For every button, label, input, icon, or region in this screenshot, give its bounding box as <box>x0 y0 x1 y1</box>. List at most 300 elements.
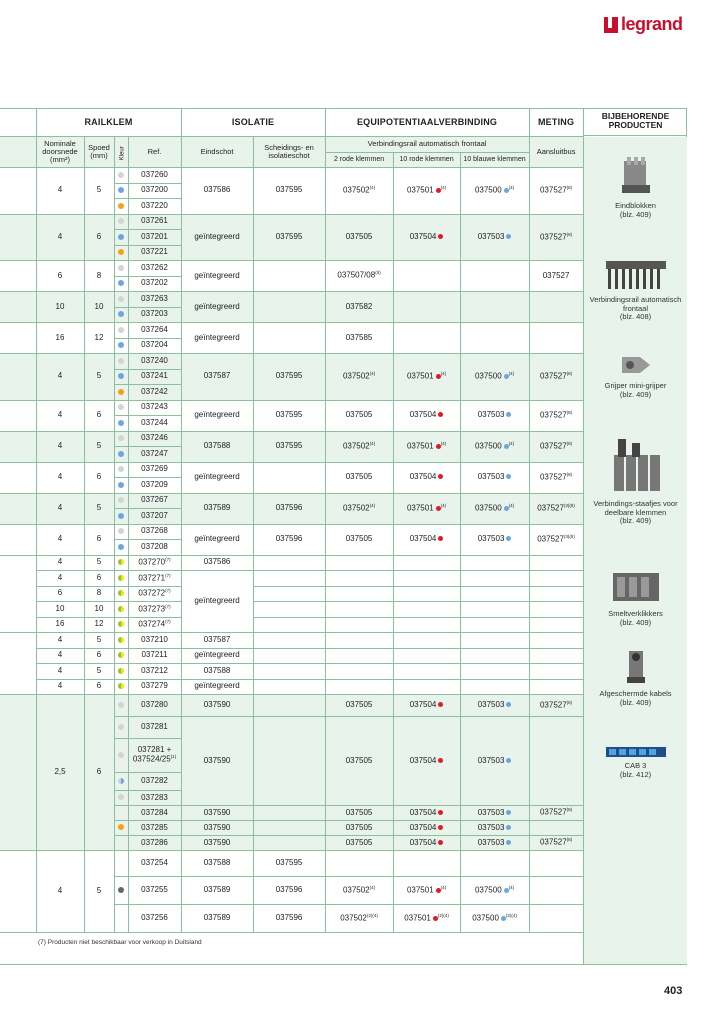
cell-text: 037504 <box>409 472 437 482</box>
ref-cell <box>128 261 181 277</box>
blue-color-dot-icon <box>118 451 124 457</box>
rode10-cell <box>393 836 460 851</box>
grey-color-dot-icon <box>118 528 124 534</box>
blauwe10-cell <box>460 168 529 215</box>
table-row <box>0 168 583 184</box>
related-product[interactable] <box>584 647 687 707</box>
cell-text: 037505 <box>345 472 373 482</box>
scheidings-cell <box>253 633 325 649</box>
ref-cell <box>128 199 181 215</box>
color-cell <box>114 307 128 323</box>
cell-text: 037220 <box>141 200 168 210</box>
aansluitbus-cell <box>529 431 583 462</box>
related-products-header: BIJBEHORENDE PRODUCTEN <box>584 108 687 136</box>
grey-color-dot-icon <box>118 265 124 271</box>
rode10-cell <box>393 524 460 555</box>
table-row <box>0 664 583 680</box>
table-row <box>0 214 583 230</box>
rode2-cell <box>325 555 393 571</box>
cell-text: 037527 <box>539 472 567 482</box>
scheidings-cell <box>253 493 325 524</box>
grey-color-dot-icon <box>118 466 124 472</box>
color-cell <box>114 851 128 877</box>
cell-text: geïntegreerd <box>194 596 240 606</box>
blue-clamp-dot-icon <box>506 474 511 479</box>
footnote-ref: (4) <box>369 371 376 377</box>
blauwe10-cell <box>460 354 529 401</box>
rode10-cell <box>393 586 460 602</box>
scheidings-cell <box>253 877 325 905</box>
rode10-cell <box>393 400 460 431</box>
color-cell <box>114 385 128 401</box>
grey-color-dot-icon <box>118 794 124 800</box>
cell-text: 16 <box>55 619 65 629</box>
footnote-ref: (8) <box>566 371 573 377</box>
eindschot-cell <box>181 633 253 649</box>
blue-clamp-dot-icon <box>506 825 511 830</box>
red-clamp-dot-icon <box>438 840 443 845</box>
color-cell <box>114 739 128 773</box>
scheidings-cell <box>253 462 325 493</box>
red-clamp-dot-icon <box>438 810 443 815</box>
related-product-label: Afgeschermde kabels <box>599 689 672 698</box>
cell-text: 037596 <box>275 913 303 923</box>
blauwe10-cell <box>460 648 529 664</box>
lead-cell <box>0 292 36 323</box>
color-cell <box>114 447 128 463</box>
related-product[interactable] <box>584 257 687 322</box>
eindschot-cell <box>181 400 253 431</box>
cell-text: 5 <box>96 886 102 896</box>
cell-text: 037500 <box>474 185 502 195</box>
related-product-label: Verbindings-staafjes voor deelbare klemmen <box>593 499 678 517</box>
cell-text: 037588 <box>203 665 231 675</box>
blue-clamp-dot-icon <box>506 702 511 707</box>
cell-text: 037527 <box>539 371 567 381</box>
blue-clamp-dot-icon <box>506 840 511 845</box>
cell-text: 037595 <box>275 858 303 868</box>
col-ref: Ref. <box>128 137 181 168</box>
blauwe10-cell <box>460 400 529 431</box>
cell-text: 037285 <box>141 822 168 832</box>
nominal-cell <box>36 400 84 431</box>
cell-text: 037500 <box>472 913 499 923</box>
footnote-ref: (7) <box>165 557 171 563</box>
footnote-ref: (8) <box>566 185 573 191</box>
cell-text: 037503 <box>477 534 505 544</box>
cell-text: 037505 <box>345 837 373 847</box>
cell-text: geïntegreerd <box>194 332 240 342</box>
rode2-cell <box>325 836 393 851</box>
rode10-cell <box>393 493 460 524</box>
cell-text: 037202 <box>141 278 168 288</box>
cell-text: 037260 <box>141 169 168 179</box>
ref-cell <box>128 416 181 432</box>
col-aansluitbus: Aansluitbus <box>529 137 583 168</box>
col-10-blauwe: 10 blauwe klemmen <box>460 152 529 168</box>
pitch-cell <box>84 851 114 933</box>
aansluitbus-cell <box>529 679 583 695</box>
cell-text: 037242 <box>141 386 168 396</box>
cell-text: 037527 <box>539 700 567 710</box>
cell-text: 4 <box>57 572 63 582</box>
cell-text: 037502 <box>340 913 367 923</box>
col-kleur <box>114 137 128 168</box>
ref-cell <box>128 679 181 695</box>
grey-color-dot-icon <box>118 435 124 441</box>
cell-text: 037274 <box>138 619 166 629</box>
color-cell <box>114 261 128 277</box>
blauwe10-cell <box>460 633 529 649</box>
rode10-cell <box>393 555 460 571</box>
ref-cell <box>128 555 181 571</box>
footnote-ref: (4) <box>508 884 515 890</box>
scheidings-cell <box>253 323 325 354</box>
related-product[interactable] <box>584 567 687 627</box>
cell-text: 037212 <box>141 665 168 675</box>
footnote-ref: (4) <box>440 185 447 191</box>
eindschot-cell <box>181 664 253 680</box>
color-cell <box>114 617 128 633</box>
cell-text: 6 <box>96 534 102 544</box>
cell-text: 12 <box>94 619 104 629</box>
blauwe10-cell <box>460 717 529 806</box>
pitch-cell <box>84 214 114 261</box>
color-cell <box>114 602 128 618</box>
red-clamp-dot-icon <box>438 825 443 830</box>
cell-text: 037527 <box>539 441 567 451</box>
ref-cell <box>128 571 181 587</box>
cell-text: 6 <box>57 270 63 280</box>
pitch-cell <box>84 679 114 695</box>
color-cell <box>114 431 128 447</box>
scheidings-cell <box>253 555 325 571</box>
col-verbindingsrail: Verbindingsrail automatisch frontaal <box>325 137 529 153</box>
scheidings-cell <box>253 214 325 261</box>
related-product-page: (blz. 409) <box>619 209 652 219</box>
ref-cell <box>128 447 181 463</box>
ref-cell <box>128 717 181 739</box>
rode2-cell <box>325 806 393 821</box>
table-row <box>0 292 583 308</box>
aansluitbus-cell <box>529 168 583 215</box>
blauwe10-cell <box>460 851 529 877</box>
table-body <box>0 168 583 933</box>
cell-text: 037503 <box>477 700 505 710</box>
footnote-ref: (2)(4) <box>505 912 517 918</box>
rode10-cell <box>393 261 460 292</box>
eindschot-cell <box>181 354 253 401</box>
cell-text: 037590 <box>203 755 231 765</box>
col-scheidings: Scheidings- en isolatieschot <box>253 137 325 168</box>
cell-text: 4 <box>57 371 63 381</box>
nominal-cell <box>36 695 84 851</box>
blauwe10-cell <box>460 431 529 462</box>
ref-cell <box>128 773 181 791</box>
cell-text: 037505 <box>345 534 373 544</box>
cell-text: 037595 <box>275 371 303 381</box>
nominal-cell <box>36 214 84 261</box>
eindschot-cell <box>181 851 253 877</box>
header-isolatie: ISOLATIE <box>181 109 325 137</box>
cell-text: 037201 <box>141 231 168 241</box>
related-product[interactable] <box>584 351 687 399</box>
color-cell <box>114 323 128 339</box>
table-row <box>0 555 583 571</box>
footnote-ref: (8) <box>566 699 573 705</box>
scheidings-cell <box>253 354 325 401</box>
blue-color-dot-icon <box>118 544 124 550</box>
shielded-cable-icon <box>619 647 653 687</box>
blauwe10-cell <box>460 877 529 905</box>
pitch-cell <box>84 664 114 680</box>
cell-text: 037503 <box>477 472 505 482</box>
cell-text: 037502 <box>342 885 370 895</box>
nominal-cell <box>36 323 84 354</box>
color-cell <box>114 462 128 478</box>
lead-cell <box>0 323 36 354</box>
blauwe10-cell <box>460 261 529 292</box>
scheidings-cell <box>253 400 325 431</box>
rode10-cell <box>393 664 460 680</box>
blue-color-dot-icon <box>118 482 124 488</box>
grey-color-dot-icon <box>118 702 124 708</box>
footnote-ref: (8) <box>566 837 573 843</box>
cell-text: 037587 <box>203 634 231 644</box>
table-row <box>0 679 583 695</box>
related-product[interactable] <box>584 745 687 779</box>
lead-cell <box>0 109 36 137</box>
rode2-cell <box>325 524 393 555</box>
color-cell <box>114 633 128 649</box>
cell-text: 037211 <box>141 650 168 660</box>
cab3-icon <box>604 745 668 759</box>
rode10-cell <box>393 292 460 323</box>
cell-text: 4 <box>57 534 63 544</box>
rode2-cell <box>325 400 393 431</box>
ref-cell <box>128 851 181 877</box>
footnote-ref: (7) <box>165 603 171 609</box>
aansluitbus-cell <box>529 821 583 836</box>
aansluitbus-cell <box>529 836 583 851</box>
blauwe10-cell <box>460 214 529 261</box>
pitch-cell <box>84 292 114 323</box>
color-cell <box>114 338 128 354</box>
cell-text: 5 <box>96 634 102 644</box>
footnote-ref: (8) <box>566 440 573 446</box>
rode10-cell <box>393 877 460 905</box>
cell-text: 037502 <box>342 503 370 513</box>
related-product[interactable] <box>584 433 687 526</box>
rode2-cell <box>325 877 393 905</box>
cell-text: 037501 <box>406 185 434 195</box>
scheidings-cell <box>253 648 325 664</box>
color-cell <box>114 540 128 556</box>
cell-text: 6 <box>96 767 102 777</box>
cell-text: 037590 <box>203 807 231 817</box>
aansluitbus-cell <box>529 462 583 493</box>
aansluitbus-cell <box>529 555 583 571</box>
nominal-cell <box>36 648 84 664</box>
aansluitbus-cell <box>529 323 583 354</box>
eindschot-cell <box>181 323 253 354</box>
eindschot-cell <box>181 806 253 821</box>
blue-color-dot-icon <box>118 342 124 348</box>
cell-text: 037208 <box>141 541 168 551</box>
cell-text: 6 <box>96 650 102 660</box>
footnote-ref: (4) <box>440 502 447 508</box>
rode10-cell <box>393 168 460 215</box>
cell-text: 6 <box>96 681 102 691</box>
red-clamp-dot-icon <box>438 412 443 417</box>
red-clamp-dot-icon <box>438 702 443 707</box>
cell-text: 4 <box>57 665 63 675</box>
cell-text: 6 <box>96 231 102 241</box>
related-product-page: (blz. 409) <box>619 389 652 399</box>
footnote-ref: (4) <box>369 502 376 508</box>
nominal-cell <box>36 664 84 680</box>
nominal-cell <box>36 261 84 292</box>
related-product-label: Smeltverklikkers <box>608 609 663 618</box>
scheidings-cell <box>253 821 325 836</box>
blue-clamp-dot-icon <box>506 234 511 239</box>
cell-text: 037596 <box>275 534 303 544</box>
color-cell <box>114 509 128 525</box>
rode2-cell <box>325 323 393 354</box>
ref-cell <box>128 633 181 649</box>
lead-cell <box>0 137 36 168</box>
rode2-cell <box>325 602 393 618</box>
cell-text: 037501 <box>406 441 434 451</box>
red-clamp-dot-icon <box>438 234 443 239</box>
grey-color-dot-icon <box>118 296 124 302</box>
lead-cell <box>0 462 36 493</box>
rode2-cell <box>325 695 393 717</box>
ref-cell <box>128 836 181 851</box>
orange-color-dot-icon <box>118 203 124 209</box>
cell-text: 4 <box>57 503 63 513</box>
related-product-label: Verbindingsrail automatisch frontaal <box>589 295 682 313</box>
rode10-cell <box>393 462 460 493</box>
cell-text: 037588 <box>203 858 231 868</box>
cell-text: 037504 <box>409 755 437 765</box>
ref-cell <box>128 877 181 905</box>
blauwe10-cell <box>460 462 529 493</box>
lead-cell <box>0 168 36 215</box>
nominal-cell <box>36 602 84 618</box>
cell-text: 037262 <box>141 262 168 272</box>
ref-cell <box>128 739 181 773</box>
cell-text: 037505 <box>345 700 373 710</box>
table-row <box>0 462 583 478</box>
color-cell <box>114 877 128 905</box>
nominal-cell <box>36 493 84 524</box>
col-nominale: Nominale doorsnede (mm²) <box>36 137 84 168</box>
blauwe10-cell <box>460 555 529 571</box>
cell-text: 037505 <box>345 231 373 241</box>
cell-text: 037527 <box>539 837 567 847</box>
cell-text: 037240 <box>141 355 168 365</box>
cell-text: 5 <box>96 185 102 195</box>
ref-cell <box>128 369 181 385</box>
aansluitbus-cell <box>529 851 583 877</box>
rode10-cell <box>393 821 460 836</box>
orange-color-dot-icon <box>118 824 124 830</box>
pitch-cell <box>84 168 114 215</box>
color-cell <box>114 555 128 571</box>
cell-text: geïntegreerd <box>194 681 240 691</box>
color-cell <box>114 905 128 933</box>
blauwe10-cell <box>460 602 529 618</box>
nominal-cell <box>36 168 84 215</box>
aansluitbus-cell <box>529 524 583 555</box>
lead-cell <box>0 524 36 555</box>
ref-cell <box>128 806 181 821</box>
cell-text: 4 <box>57 886 63 896</box>
cell-text: 037270 <box>138 557 166 567</box>
related-product-page: (blz. 409) <box>619 617 652 627</box>
cell-text: 037501 <box>406 885 434 895</box>
blauwe10-cell <box>460 664 529 680</box>
scheidings-cell <box>253 524 325 555</box>
cell-text: 037587 <box>203 371 231 381</box>
eindschot-cell <box>181 821 253 836</box>
ref-cell <box>128 695 181 717</box>
eindschot-cell <box>181 877 253 905</box>
lead-cell <box>0 214 36 261</box>
pitch-cell <box>84 261 114 292</box>
gy-color-dot-icon <box>118 606 124 612</box>
cell-text: 037596 <box>275 885 303 895</box>
footnote-ref: (8) <box>566 807 573 813</box>
blauwe10-cell <box>460 586 529 602</box>
blauwe10-cell <box>460 323 529 354</box>
cell-text: geïntegreerd <box>194 410 240 420</box>
cell-text: 037243 <box>141 402 168 412</box>
blauwe10-cell <box>460 571 529 587</box>
cell-text: 037256 <box>141 913 168 923</box>
ref-cell <box>128 307 181 323</box>
lead-cell <box>0 695 36 851</box>
cell-text: 037500 <box>474 441 502 451</box>
blue-clamp-dot-icon <box>506 758 511 763</box>
blue-color-dot-icon <box>118 234 124 240</box>
aansluitbus-cell <box>529 905 583 933</box>
cell-text: 037504 <box>409 410 437 420</box>
gy-color-dot-icon <box>118 590 124 596</box>
related-product[interactable] <box>584 155 687 219</box>
eindschot-cell <box>181 168 253 215</box>
ref-cell <box>128 230 181 246</box>
rode10-cell <box>393 679 460 695</box>
gy-color-dot-icon <box>118 683 124 689</box>
gy-color-dot-icon <box>118 575 124 581</box>
grey-color-dot-icon <box>118 752 124 758</box>
ref-cell <box>128 602 181 618</box>
orange-color-dot-icon <box>118 389 124 395</box>
cell-text: 037200 <box>141 185 168 195</box>
cell-text: 037589 <box>203 503 231 513</box>
nominal-cell <box>36 292 84 323</box>
cell-text: 037273 <box>138 604 166 614</box>
footnote-ref: (4) <box>508 440 515 446</box>
ref-cell <box>128 431 181 447</box>
lead-cell <box>0 400 36 431</box>
cell-text: 037527 <box>542 270 570 280</box>
pitch-cell <box>84 648 114 664</box>
eindschot-cell <box>181 555 253 571</box>
ref-cell <box>128 905 181 933</box>
